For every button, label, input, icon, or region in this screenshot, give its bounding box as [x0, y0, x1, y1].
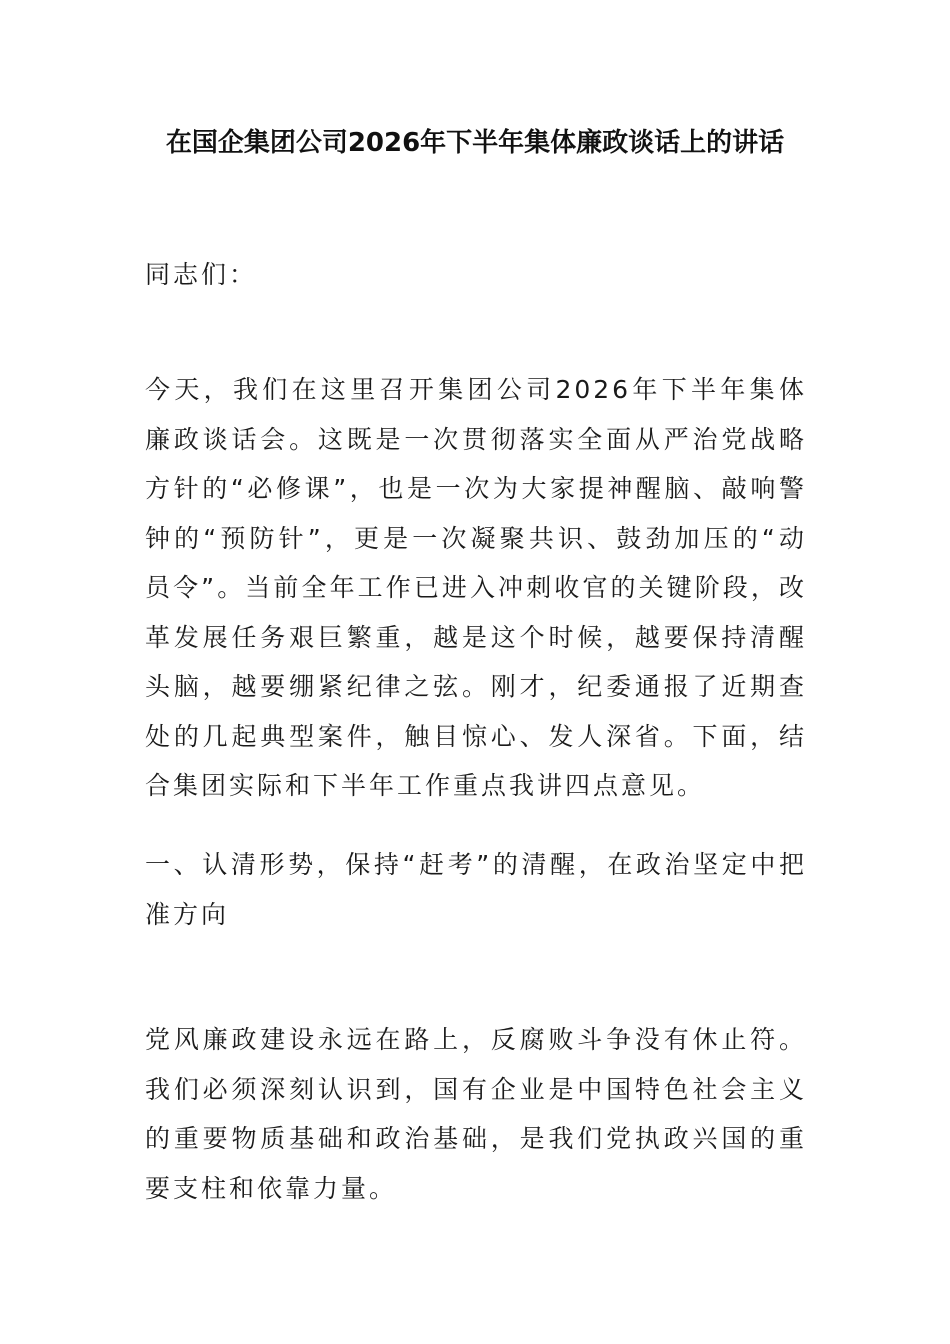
paragraph-intro: 今天，我们在这里召开集团公司2026年下半年集体廉政谈话会。这既是一次贯彻落实全面从严治党战略方针的“必修课”，也是一次为大家提神醒脑、敲响警钟的“预防针”，更是一次凝聚共识、鼓劲加压的“动员令”。当前全年工作已进入冲刺收官的关键阶段，改革发展任务艰巨繁重，越是这个时候，越要保持清醒头脑，越要绷紧纪律之弦。刚才，纪委通报了近期查处的几起典型案件，触目惊心、发人深省。下面，结合集团实际和下半年工作重点我讲四点意见。	[145, 375, 807, 800]
document-title: 在国企集团公司2026年下半年集体廉政谈话上的讲话	[165, 128, 785, 158]
greeting: 同志们：	[145, 260, 258, 289]
section-heading-1: 一、认清形势，保持“赶考”的清醒，在政治坚定中把准方向	[145, 850, 807, 929]
paragraph-section-1: 党风廉政建设永远在路上，反腐败斗争没有休止符。我们必须深刻认识到，国有企业是中国特色社会主义的重要物质基础和政治基础，是我们党执政兴国的重要支柱和依靠力量。	[145, 1025, 807, 1203]
